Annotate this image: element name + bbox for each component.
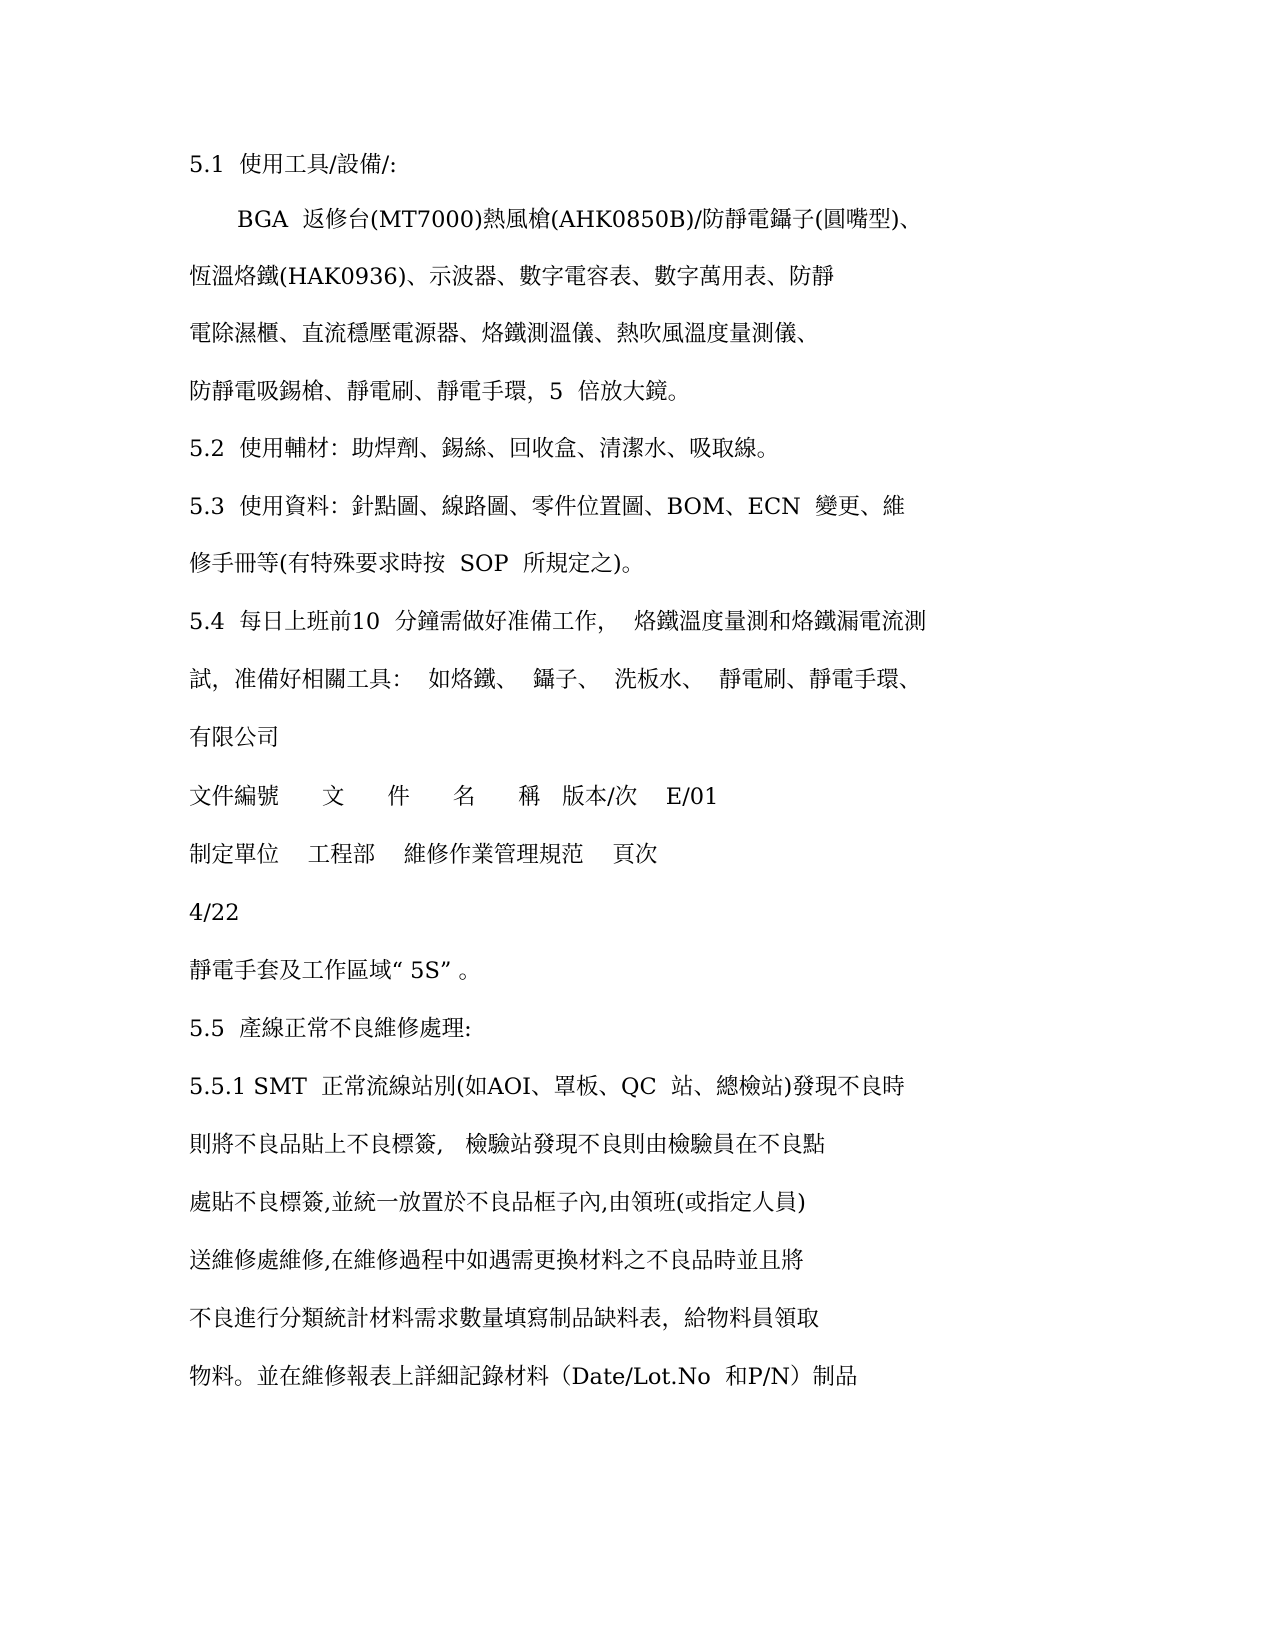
section-5-4-line-2: 試，准備好相關工具： 如烙鐵、 鑷子、 洗板水、 靜電刷、靜電手環、: [189, 667, 922, 693]
header-unit-row: 制定單位 工程部 維修作業管理規范 頁次: [189, 842, 658, 868]
page-number: 4/22: [189, 900, 240, 926]
header-doc-number-row: 文件編號 文 件 名 稱 版本/次 E/01: [189, 784, 719, 810]
section-5-5-heading: 5.5 產線正常不良維修處理:: [189, 1016, 472, 1042]
tools-line-1: BGA 返修台(MT7000)熱風槍(AHK0850B)/防靜電鑷子(圓嘴型)、: [237, 207, 923, 233]
section-5-5-1-line-5: 不良進行分類統計材料需求數量填寫制品缺料表，給物料員領取: [189, 1306, 820, 1332]
section-5-5-1-line-1: 5.5.1 SMT 正常流線站別(如AOI、罩板、QC 站、總檢站)發現不良時: [189, 1074, 905, 1100]
section-5-4-line-3: 靜電手套及工作區域“ 5S” 。: [189, 958, 482, 984]
section-5-3-line-2: 修手冊等(有特殊要求時按 SOP 所規定之)。: [189, 551, 645, 577]
section-5-4-line-1: 5.4 每日上班前10 分鐘需做好准備工作， 烙鐵溫度量測和烙鐵漏電流測: [189, 609, 927, 635]
section-5-5-1-line-6: 物料。並在維修報表上詳細記錄材料（Date/Lot.No 和P/N）制品: [189, 1364, 858, 1390]
section-5-5-1-line-4: 送維修處維修,在維修過程中如遇需更換材料之不良品時並且將: [189, 1248, 804, 1274]
tools-line-3: 電除濕櫃、直流穩壓電源器、烙鐵測溫儀、熱吹風溫度量測儀、: [189, 321, 820, 347]
section-5-5-1-line-2: 則將不良品貼上不良標簽, 檢驗站發現不良則由檢驗員在不良點: [189, 1132, 826, 1158]
company-name: 有限公司: [189, 725, 280, 751]
section-5-1-heading: 5.1 使用工具/設備/:: [189, 152, 397, 178]
tools-line-2: 恆溫烙鐵(HAK0936)、示波器、數字電容表、數字萬用表、防靜: [189, 264, 834, 290]
section-5-5-1-line-3: 處貼不良標簽,並統一放置於不良品框子內,由領班(或指定人員): [189, 1190, 806, 1216]
section-5-2-line: 5.2 使用輔材：助焊劑、錫絲、回收盒、清潔水、吸取線。: [189, 436, 780, 462]
tools-line-4: 防靜電吸錫槍、靜電刷、靜電手環，5 倍放大鏡。: [189, 379, 691, 405]
section-5-3-line-1: 5.3 使用資料：針點圖、線路圖、零件位置圖、BOM、ECN 變更、維: [189, 494, 906, 520]
